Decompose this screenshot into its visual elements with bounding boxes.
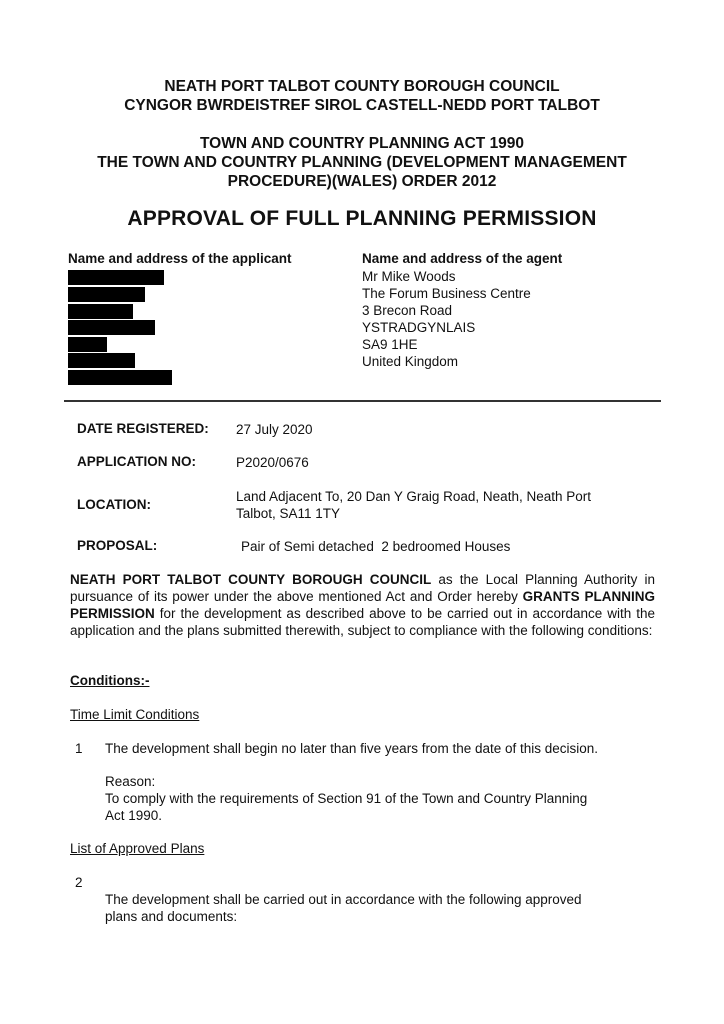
council-name-english: NEATH PORT TALBOT COUNTY BOROUGH COUNCIL [164, 78, 560, 95]
application-no-label: APPLICATION NO: [77, 454, 196, 469]
proposal-label: PROPOSAL: [77, 538, 158, 553]
decision-paragraph [70, 571, 655, 639]
act-line-3: PROCEDURE)(WALES) ORDER 2012 [227, 173, 497, 190]
approved-plans-heading: List of Approved Plans [70, 841, 205, 856]
agent-address-line: YSTRADGYNLAIS [362, 320, 476, 335]
proposal-value: Pair of Semi detached 2 bedroomed Houses [241, 539, 511, 554]
reason-line: To comply with the requirements of Section 91 of the Town and Country Planning [105, 791, 588, 806]
agent-postcode: SA9 1HE [362, 337, 418, 352]
condition-1-text: The development shall begin no later than five years from the date of this decision. [105, 741, 599, 756]
redaction-bar [68, 304, 133, 319]
council-name-welsh: CYNGOR BWRDEISTREF SIROL CASTELL-NEDD PORT TALBOT [124, 97, 600, 114]
divider [64, 400, 661, 402]
conditions-heading: Conditions:- [70, 673, 150, 688]
act-line-2: THE TOWN AND COUNTRY PLANNING (DEVELOPMENT MANAGEMENT [97, 154, 627, 171]
application-no-value: P2020/0676 [236, 455, 309, 470]
page-title: APPROVAL OF FULL PLANNING PERMISSION [127, 207, 597, 230]
agent-name: Mr Mike Woods [362, 269, 456, 284]
applicant-heading: Name and address of the applicant [68, 251, 292, 266]
redaction-bar [68, 353, 135, 368]
date-registered-value: 27 July 2020 [236, 422, 313, 437]
redaction-bar [68, 370, 172, 385]
location-line: Talbot, SA11 1TY [236, 506, 341, 521]
act-line-1: TOWN AND COUNTRY PLANNING ACT 1990 [199, 135, 525, 152]
agent-country: United Kingdom [362, 354, 459, 369]
council-name-bold: NEATH PORT TALBOT COUNTY BOROUGH COUNCIL [70, 572, 432, 587]
condition-number: 2 [75, 875, 83, 890]
agent-address-line: 3 Brecon Road [362, 303, 453, 318]
condition-2-line: plans and documents: [105, 909, 238, 924]
redaction-bar [68, 337, 107, 352]
location-line: Land Adjacent To, 20 Dan Y Graig Road, Neath, Neath Port [236, 489, 591, 504]
redaction-bar [68, 287, 145, 302]
location-label: LOCATION: [77, 497, 151, 512]
reason-block [105, 773, 587, 824]
grants-permission-bold: GRANTS PLANNING PERMISSION [70, 589, 655, 621]
redaction-bar [68, 270, 164, 285]
condition-number: 1 [75, 741, 83, 756]
redaction-bar [68, 320, 155, 335]
decision-text: as the Local Planning Authority in pursuance of its power under the above mentioned Act and Order hereby [70, 572, 655, 604]
decision-text: for the development as described above to be carried out in accordance with the application and the plans submitted therewith, subject to compliance with the following conditions: [70, 606, 655, 638]
date-registered-label: DATE REGISTERED: [77, 421, 209, 436]
agent-heading: Name and address of the agent [362, 251, 563, 266]
location-value [236, 488, 591, 522]
reason-label: Reason: [105, 774, 156, 789]
condition-2-line: The development shall be carried out in accordance with the following approved [105, 892, 582, 907]
reason-line: Act 1990. [105, 808, 163, 823]
agent-address [362, 268, 531, 370]
condition-2-text [105, 891, 582, 925]
time-limit-heading: Time Limit Conditions [70, 707, 200, 722]
agent-address-line: The Forum Business Centre [362, 286, 531, 301]
